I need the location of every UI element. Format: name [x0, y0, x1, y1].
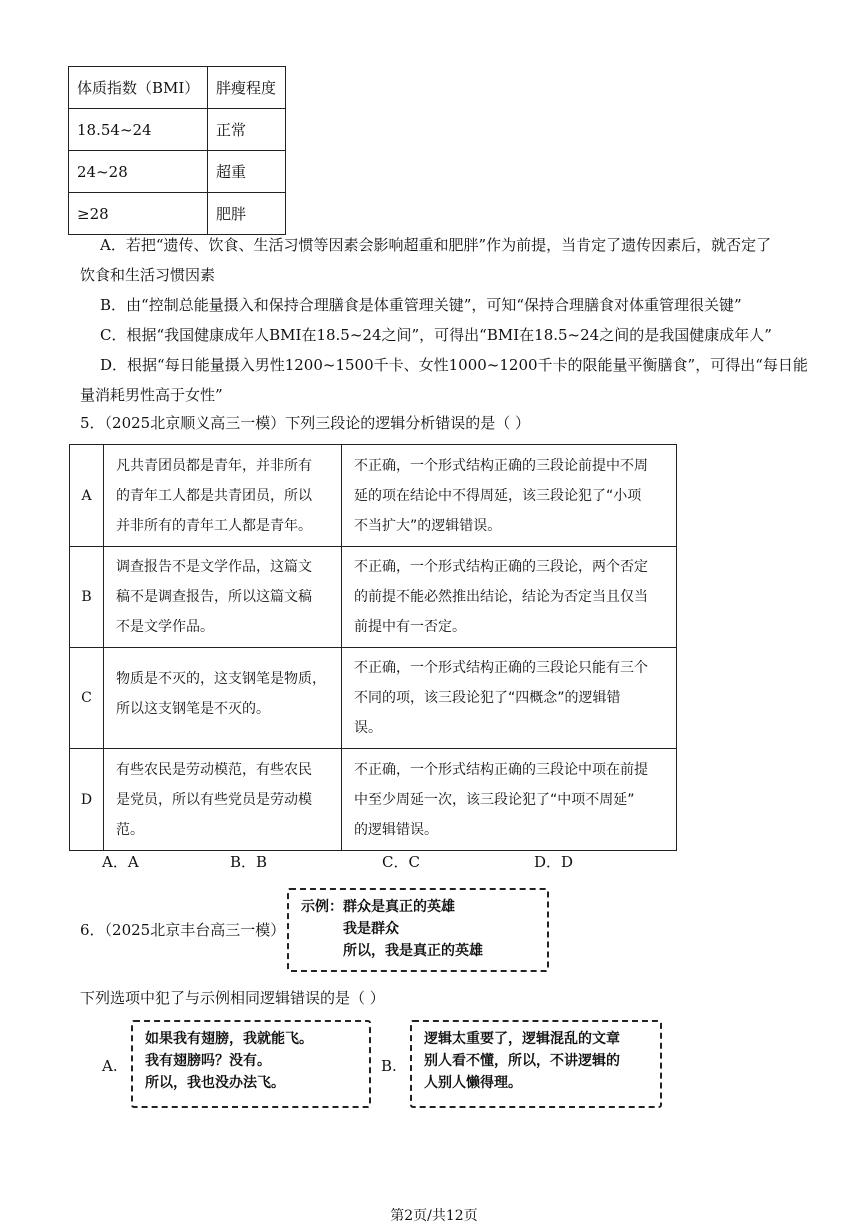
- table-header-row: [69, 67, 286, 109]
- cell-line: 误。: [354, 720, 382, 736]
- q5-choice-c: C．C: [382, 853, 420, 871]
- table-row: [70, 547, 677, 648]
- option-b-label: B.: [381, 1057, 397, 1075]
- cell-line: 凡共青团员都是青年，并非所有: [116, 457, 312, 474]
- question-6-prompt: 下列选项中犯了与示例相同逻辑错误的是（ ）: [80, 989, 385, 1007]
- example-line: 所以，我是真正的英雄: [343, 943, 483, 959]
- cell-line: 前提中有一否定。: [354, 619, 466, 635]
- row-label: B: [70, 547, 104, 648]
- cell-line: 范。: [116, 821, 144, 838]
- table-row: [70, 445, 677, 547]
- cell-line: 中至少周延一次，该三段论犯了“中项不周延”: [354, 791, 635, 808]
- cell-line: 稿不是调查报告，所以这篇文稿: [116, 589, 312, 605]
- table-header-cell: 体质指数（BMI）: [69, 67, 208, 109]
- cell-line: 的逻辑错误。: [354, 821, 438, 838]
- cell-line: 有些农民是劳动模范，有些农民: [116, 761, 312, 778]
- table-row: [70, 749, 677, 851]
- table-row: [70, 648, 677, 749]
- option-line: 人别人懒得理。: [424, 1075, 522, 1091]
- syllogism-cell: [104, 547, 342, 648]
- cell-line: 不是文学作品。: [116, 619, 214, 635]
- table-cell: ≥28: [69, 193, 208, 235]
- cell-line: 延的项在结论中不得周延，该三段论犯了“小项: [354, 487, 642, 504]
- cell-line: 是党员，所以有些党员是劳动模: [116, 791, 312, 808]
- table-cell: 18.54~24: [69, 109, 208, 151]
- row-label: C: [70, 648, 104, 749]
- table-row: [69, 193, 286, 235]
- table-row: [69, 109, 286, 151]
- cell-line: 不正确，一个形式结构正确的三段论，两个否定: [354, 559, 648, 575]
- cell-line: 调查报告不是文学作品，这篇文: [116, 559, 312, 575]
- table-header-cell: 胖瘦程度: [208, 67, 286, 109]
- cell-line: 的前提不能必然推出结论，结论为否定当且仅当: [354, 589, 648, 605]
- cell-line: 不正确，一个形式结构正确的三段论只能有三个: [354, 660, 648, 676]
- cell-line: 物质是不灭的，这支钢笔是物质，: [116, 671, 326, 687]
- example-line: 我是群众: [343, 921, 399, 937]
- syllogism-cell: [104, 648, 342, 749]
- q5-choice-d: D．D: [534, 853, 574, 871]
- cell-line: 不正确，一个形式结构正确的三段论中项在前提: [354, 761, 648, 778]
- option-line: 别人看不懂，所以，不讲逻辑的: [424, 1053, 620, 1069]
- cell-line: 并非所有的青年工人都是青年。: [116, 517, 312, 534]
- q5-choice-a: A．A: [102, 853, 139, 871]
- page-footer: 第2页/共12页: [390, 1208, 478, 1224]
- syllogism-cell: [104, 445, 342, 547]
- option-c: C．根据“我国健康成年人BMI在18.5~24之间”，可得出“BMI在18.5~24之间的是我国健康成年人”: [100, 326, 772, 344]
- bmi-table: [68, 66, 286, 235]
- row-label: A: [70, 445, 104, 547]
- option-a-label: A.: [102, 1057, 118, 1075]
- cell-line: 不当扩大”的逻辑错误。: [354, 517, 502, 534]
- question-6-stem: 6．（2025北京丰台高三一模）: [80, 921, 286, 939]
- table-cell: 肥胖: [208, 193, 286, 235]
- analysis-cell: [342, 648, 677, 749]
- analysis-cell: [342, 547, 677, 648]
- analysis-cell: [342, 445, 677, 547]
- option-a-continued: 饮食和生活习惯因素: [80, 266, 216, 284]
- option-b-box: [410, 1020, 662, 1108]
- example-line: 示例：群众是真正的英雄: [301, 899, 455, 915]
- option-line: 所以，我也没办法飞。: [145, 1075, 285, 1091]
- option-a-box: [131, 1020, 371, 1108]
- table-row: [69, 151, 286, 193]
- example-box: [287, 888, 549, 972]
- cell-line: 所以这支钢笔是不灭的。: [116, 701, 270, 717]
- option-line: 如果我有翅膀，我就能飞。: [145, 1031, 313, 1047]
- table-cell: 正常: [208, 109, 286, 151]
- syllogism-cell: [104, 749, 342, 851]
- cell-line: 不同的项，该三段论犯了“四概念”的逻辑错: [354, 690, 621, 706]
- option-d: D．根据“每日能量摄入男性1200~1500千卡、女性1000~1200千卡的限能量平衡膳食”，可得出“每日能: [100, 356, 808, 374]
- option-b: B．由“控制总能量摄入和保持合理膳食是体重管理关键”，可知“保持合理膳食对体重管理很关键”: [100, 296, 742, 314]
- table-cell: 24~28: [69, 151, 208, 193]
- q5-choice-b: B．B: [230, 853, 268, 871]
- cell-line: 不正确，一个形式结构正确的三段论前提中不周: [354, 457, 648, 474]
- option-line: 逻辑太重要了，逻辑混乱的文章: [424, 1031, 620, 1047]
- question-5-stem: 5．（2025北京顺义高三一模）下列三段论的逻辑分析错误的是（ ）: [80, 414, 530, 432]
- option-d-continued: 量消耗男性高于女性”: [80, 386, 223, 404]
- option-a: A．若把“遗传、饮食、生活习惯等因素会影响超重和肥胖”作为前提，当肯定了遗传因素后，就否定了: [100, 236, 772, 254]
- table-cell: 超重: [208, 151, 286, 193]
- analysis-cell: [342, 749, 677, 851]
- q5-table: [69, 444, 677, 851]
- option-line: 我有翅膀吗？没有。: [145, 1053, 271, 1069]
- row-label: D: [70, 749, 104, 851]
- cell-line: 的青年工人都是共青团员，所以: [116, 487, 312, 504]
